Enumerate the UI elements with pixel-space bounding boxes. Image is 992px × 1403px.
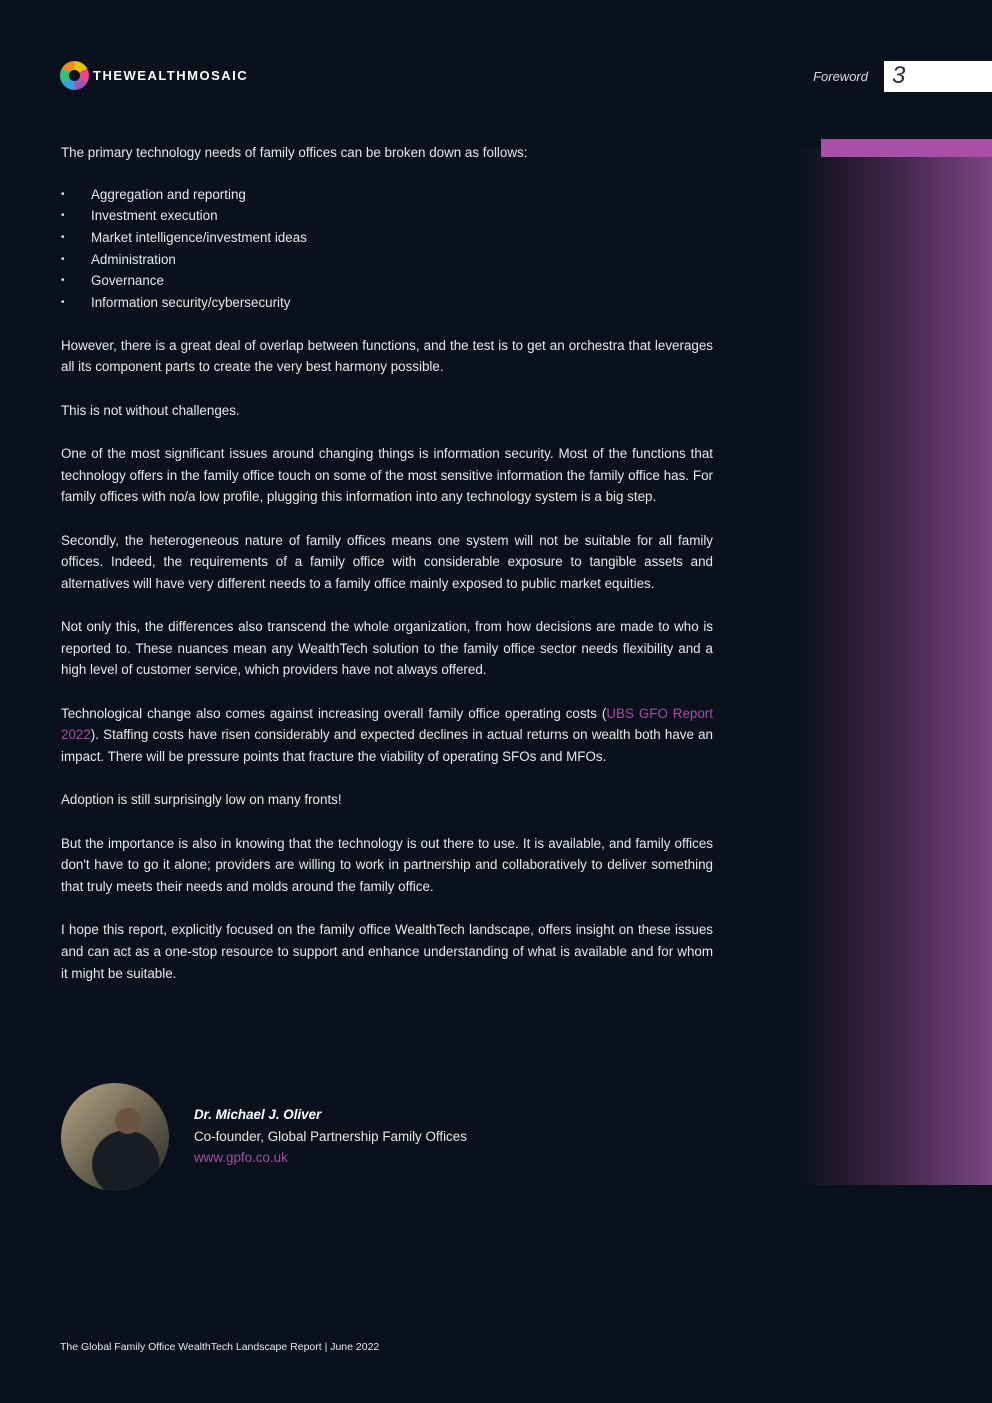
list-item: • Information security/cybersecurity [61,292,713,314]
paragraph: One of the most significant issues around changing things is information security. Most of the functions that technology offers in the family office touch on some of the most sensitive information the family office has. For family offices with no/a low profile, plugging this information into any technology system is a big step. [61,446,713,505]
brand-logo [60,60,248,90]
paragraph: But the importance is also in knowing that the technology is out there to use. It is available, and family offices don't have to go it alone; providers are willing to work in partnership and collaboratively to deliver something that truly meets their needs and molds around the family office. [61,835,713,894]
ubs-report-link[interactable]: UBS GFO Report 2022 [61,705,713,743]
author-role: Co-founder, Global Partnership Family Offices [194,1129,467,1144]
page-footer: The Global Family Office WealthTech Landscape Report | June 2022 [60,1341,380,1353]
author-block [61,1083,761,1193]
author-name: Dr. Michael J. Oliver [194,1107,322,1122]
paragraph-text: Technological change also comes against increasing overall family office operating costs ( [61,705,607,721]
logo-mosaic-icon [60,61,89,90]
list-item: • Market intelligence/investment ideas [61,227,713,249]
paragraph: Adoption is still surprisingly low on many fronts! [61,792,342,808]
page-number-box [884,61,992,92]
paragraph: This is not without challenges. [61,402,240,418]
decorative-accent-bar [821,139,992,157]
list-item: • Governance [61,270,713,292]
list-item: • Aggregation and reporting [61,184,713,206]
author-website-link[interactable]: www.gpfo.co.uk [194,1150,288,1165]
decorative-side-panel [798,147,992,1185]
paragraph: Not only this, the differences also transcend the whole organization, from how decisions are made to who is reported to. These nuances mean any WealthTech solution to the family office sector needs flexibility and a high level of customer service, which providers have not always offered. [61,619,713,678]
author-photo [61,1083,169,1191]
logo-text: THEWEALTHMOSAIC [93,67,249,83]
list-item: • Investment execution [61,205,713,227]
list-item: • Administration [61,249,713,271]
section-label: Foreword [813,69,868,84]
paragraph-text: ). Staffing costs have risen considerably and expected declines in actual returns on wealth both have an impact. There will be pressure points that fracture the viability of operating SFOs and MFOs. [61,727,713,765]
paragraph: However, there is a great deal of overlap between functions, and the test is to get an orchestra that leverages all its component parts to create the very best harmony possible. [61,337,713,375]
paragraph: Secondly, the heterogeneous nature of family offices means one system will not be suitable for all family offices. Indeed, the requirements of a family office with considerable exposure to tangible assets and alternatives will have very different needs to a family office mainly exposed to public market equities. [61,532,713,591]
page-number: 3 [892,62,906,89]
intro-paragraph: The primary technology needs of family offices can be broken down as follows: [61,145,528,160]
foreword-body [61,142,713,1006]
paragraph: I hope this report, explicitly focused on the family office WealthTech landscape, offers insight on these issues and can act as a one-stop resource to support and enhance understanding of what is available and for whom it might be suitable. [61,922,713,981]
paragraph [61,703,713,768]
needs-list [61,184,713,314]
